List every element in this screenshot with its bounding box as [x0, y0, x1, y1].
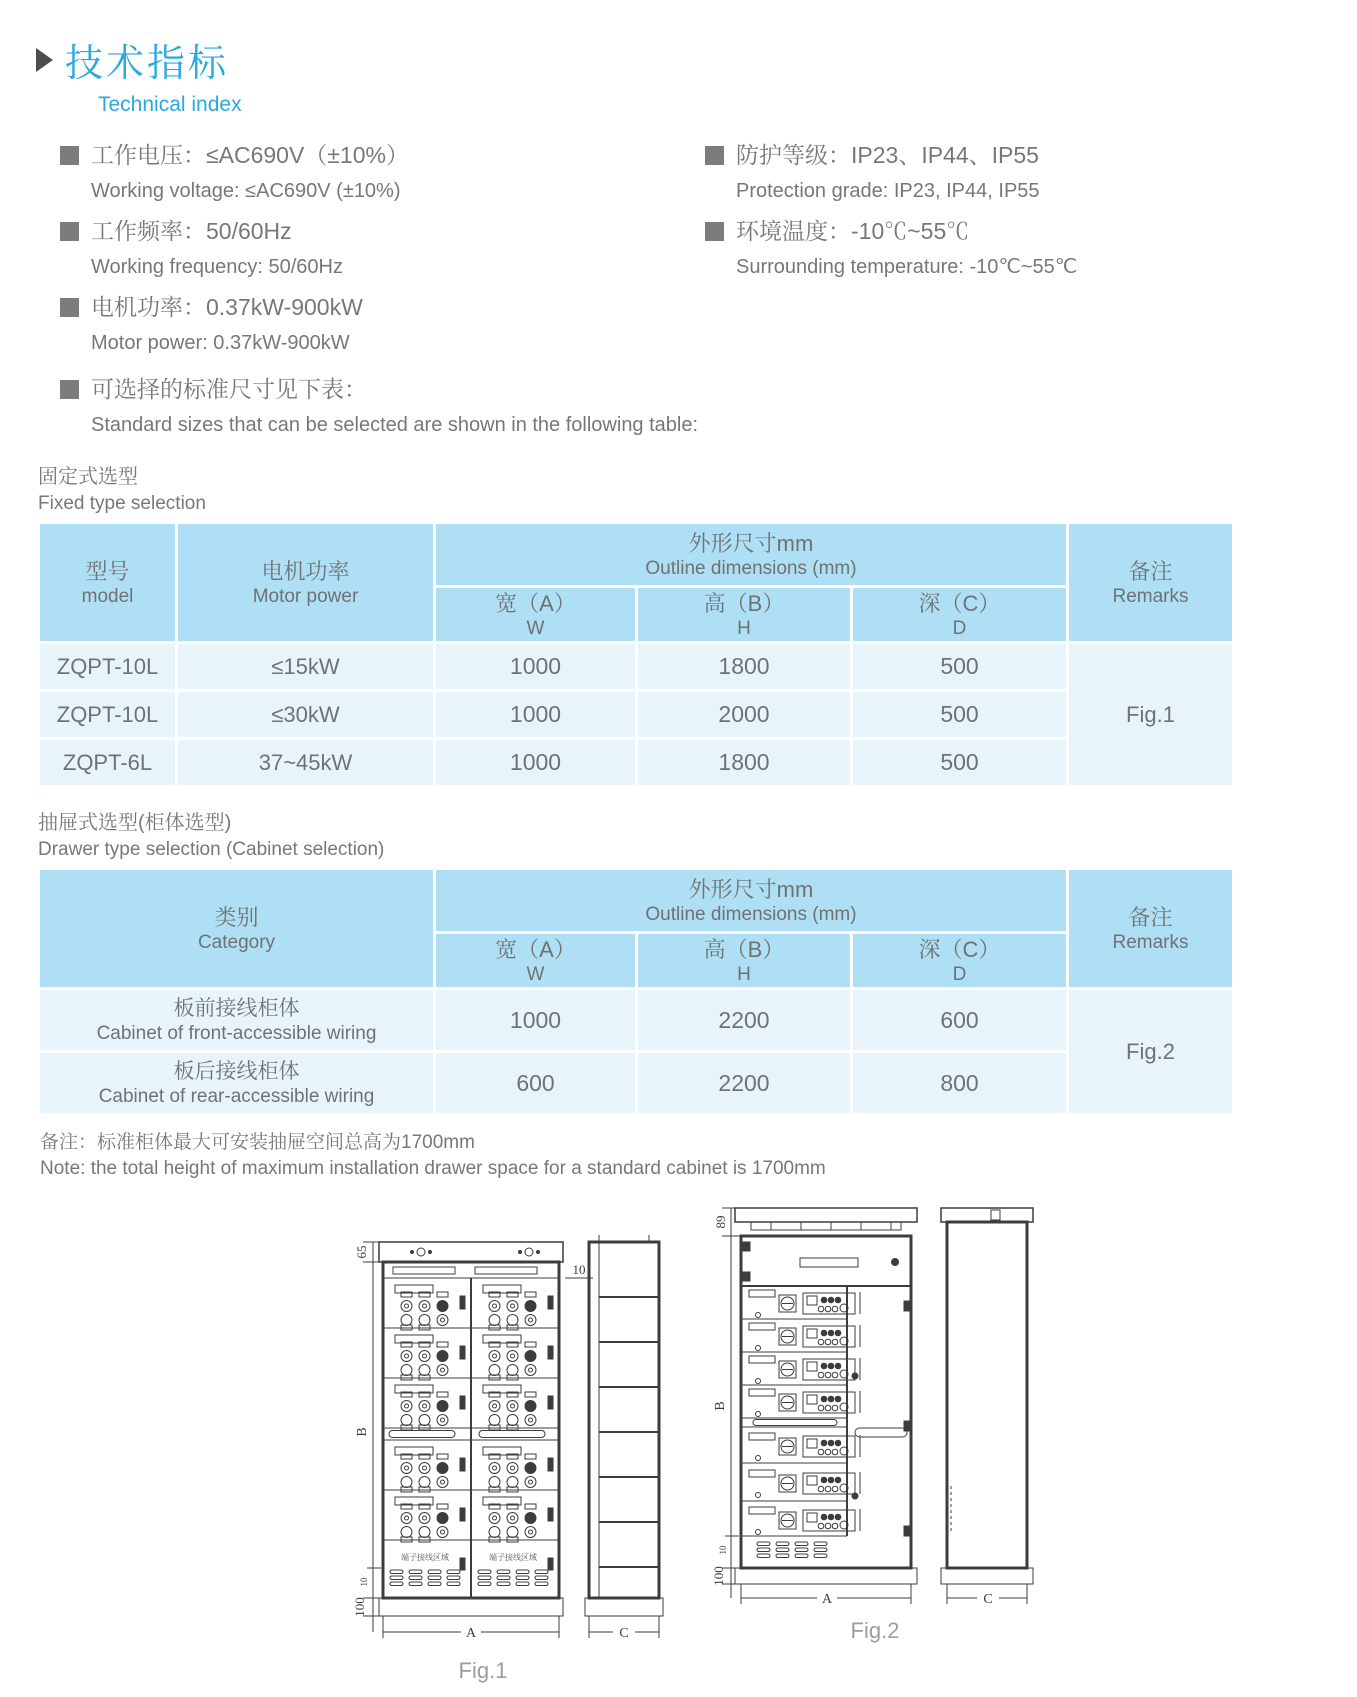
spec-item [60, 213, 705, 284]
cell-d: 500 [852, 691, 1068, 739]
col-height: 高（B） H [637, 933, 852, 989]
fig1-dim-C: C [619, 1626, 629, 1641]
square-bullet-icon [60, 298, 79, 317]
fixed-section-label [38, 464, 1357, 517]
spec-zh: 环境温度：-10℃~55℃ [736, 218, 970, 244]
spec-zh: 防护等级：IP23、IP44、IP55 [736, 142, 1039, 168]
section-arrow-icon [36, 48, 53, 72]
page-title-en: Technical index [98, 93, 242, 116]
spec-en: Working frequency: 50/60Hz [91, 256, 343, 278]
spec-item [705, 213, 1357, 284]
sizes-note-en: Standard sizes that can be selected are shown in the following table: [91, 414, 699, 436]
spec-list [60, 137, 1357, 365]
spec-en: Working voltage: ≤AC690V (±10%) [91, 180, 401, 202]
fig1-terminal-area-label: 端子接线区域 [489, 1553, 537, 1562]
cell-w: 600 [435, 1052, 637, 1115]
table-row [39, 643, 1234, 691]
page-header [0, 0, 1357, 117]
cell-h: 1800 [637, 643, 852, 691]
cell-model: ZQPT-10L [39, 691, 177, 739]
cell-h: 1800 [637, 739, 852, 787]
col-outline-dimensions: 外形尺寸mm Outline dimensions (mm) [435, 523, 1068, 587]
fig1-dim-65: 65 [354, 1245, 369, 1259]
fig2-side-view [941, 1208, 1033, 1604]
cell-category: 板后接线柜体 Cabinet of rear-accessible wiring [39, 1052, 435, 1115]
square-bullet-icon [60, 222, 79, 241]
fig2-block [695, 1186, 1047, 1673]
fig1-dim-100: 100 [352, 1597, 367, 1617]
spec-item [705, 137, 1357, 208]
col-width: 宽（A） W [435, 587, 637, 643]
footnote-en: Note: the total height of maximum installation drawer space for a standard cabinet is 1700mm [40, 1158, 826, 1179]
sizes-note-zh: 可选择的标准尺寸见下表： [91, 376, 367, 402]
cell-h: 2000 [637, 691, 852, 739]
cell-d: 800 [852, 1052, 1068, 1115]
col-motor-power: 电机功率 Motor power [177, 523, 435, 643]
table-row [39, 739, 1234, 787]
square-bullet-icon [60, 146, 79, 165]
spec-en: Surrounding temperature: -10℃~55℃ [736, 256, 1078, 278]
col-remarks: 备注 Remarks [1068, 869, 1234, 989]
col-remarks: 备注 Remarks [1068, 523, 1234, 643]
fig1-dim-10-vent: 10 [359, 1577, 369, 1587]
cell-w: 1000 [435, 989, 637, 1052]
cell-model: ZQPT-10L [39, 643, 177, 691]
fig1-dim-B: B [355, 1427, 370, 1437]
cell-remarks: Fig.1 [1068, 643, 1234, 787]
cell-d: 600 [852, 989, 1068, 1052]
fig1-dim-A: A [465, 1626, 477, 1641]
cell-w: 1000 [435, 643, 637, 691]
fixed-section-en: Fixed type selection [38, 493, 206, 514]
fig2-dim-B: B [713, 1401, 728, 1411]
cell-power: ≤30kW [177, 691, 435, 739]
cell-w: 1000 [435, 691, 637, 739]
cell-power: ≤15kW [177, 643, 435, 691]
col-height: 高（B） H [637, 587, 852, 643]
fig2-dim-89: 89 [713, 1215, 728, 1229]
drawer-section-zh: 抽屉式选型(柜体选型) [38, 812, 232, 834]
fig1-caption: Fig.1 [458, 1658, 508, 1683]
table-row [39, 691, 1234, 739]
spec-item [60, 289, 705, 360]
fixed-type-table [37, 521, 1235, 788]
col-category: 类别 Category [39, 869, 435, 989]
fig2-caption: Fig.2 [850, 1618, 900, 1643]
cell-d: 500 [852, 643, 1068, 691]
drawer-section-label [38, 810, 1357, 863]
fig1-side-view [585, 1235, 663, 1638]
footnote [40, 1130, 1357, 1182]
cell-power: 37~45kW [177, 739, 435, 787]
square-bullet-icon [705, 222, 724, 241]
cell-remarks: Fig.2 [1068, 989, 1234, 1115]
fig2-cabinet-drawing [695, 1186, 1047, 1668]
spec-zh: 工作频率：50/60Hz [91, 218, 292, 244]
square-bullet-icon [60, 380, 79, 399]
col-depth: 深（C） D [852, 587, 1068, 643]
fig1-dim-10-overhang: 10 [572, 1262, 586, 1277]
spec-item [60, 137, 705, 208]
cell-d: 500 [852, 739, 1068, 787]
cell-h: 2200 [637, 1052, 852, 1115]
fig2-dim-10-vent: 10 [718, 1545, 728, 1555]
figures [333, 1186, 1357, 1697]
spec-en: Protection grade: IP23, IP44, IP55 [736, 180, 1040, 202]
col-model: 型号 model [39, 523, 177, 643]
fig1-cabinet-drawing [333, 1222, 695, 1692]
drawer-type-table [37, 867, 1235, 1116]
fig1-terminal-area-label: 端子接线区域 [401, 1553, 449, 1562]
col-width: 宽（A） W [435, 933, 637, 989]
spec-en: Motor power: 0.37kW-900kW [91, 332, 350, 354]
col-outline-dimensions: 外形尺寸mm Outline dimensions (mm) [435, 869, 1068, 933]
cell-model: ZQPT-6L [39, 739, 177, 787]
footnote-zh: 备注：标准柜体最大可安装抽屉空间总高为1700mm [40, 1132, 475, 1153]
cell-category: 板前接线柜体 Cabinet of front-accessible wiring [39, 989, 435, 1052]
sizes-note [60, 371, 1357, 442]
table-row [39, 989, 1234, 1052]
fig2-dim-A: A [821, 1592, 833, 1607]
spec-column-right [705, 137, 1357, 365]
fig2-front-view [735, 1208, 917, 1584]
drawer-section-en: Drawer type selection (Cabinet selection) [38, 839, 385, 860]
fig2-dim-100: 100 [711, 1566, 726, 1586]
fixed-section-zh: 固定式选型 [38, 466, 138, 488]
fig1-front-view [379, 1242, 563, 1616]
page-title-zh: 技术指标 [65, 43, 230, 85]
cell-w: 1000 [435, 739, 637, 787]
spec-column-left [60, 137, 705, 365]
cell-h: 2200 [637, 989, 852, 1052]
table-row [39, 1052, 1234, 1115]
title-row [36, 32, 1357, 87]
square-bullet-icon [705, 146, 724, 165]
fig1-block [333, 1222, 695, 1697]
spec-zh: 工作电压：≤AC690V（±10%） [91, 142, 409, 168]
spec-zh: 电机功率：0.37kW-900kW [91, 294, 363, 320]
fig2-dim-C: C [983, 1592, 993, 1607]
col-depth: 深（C） D [852, 933, 1068, 989]
